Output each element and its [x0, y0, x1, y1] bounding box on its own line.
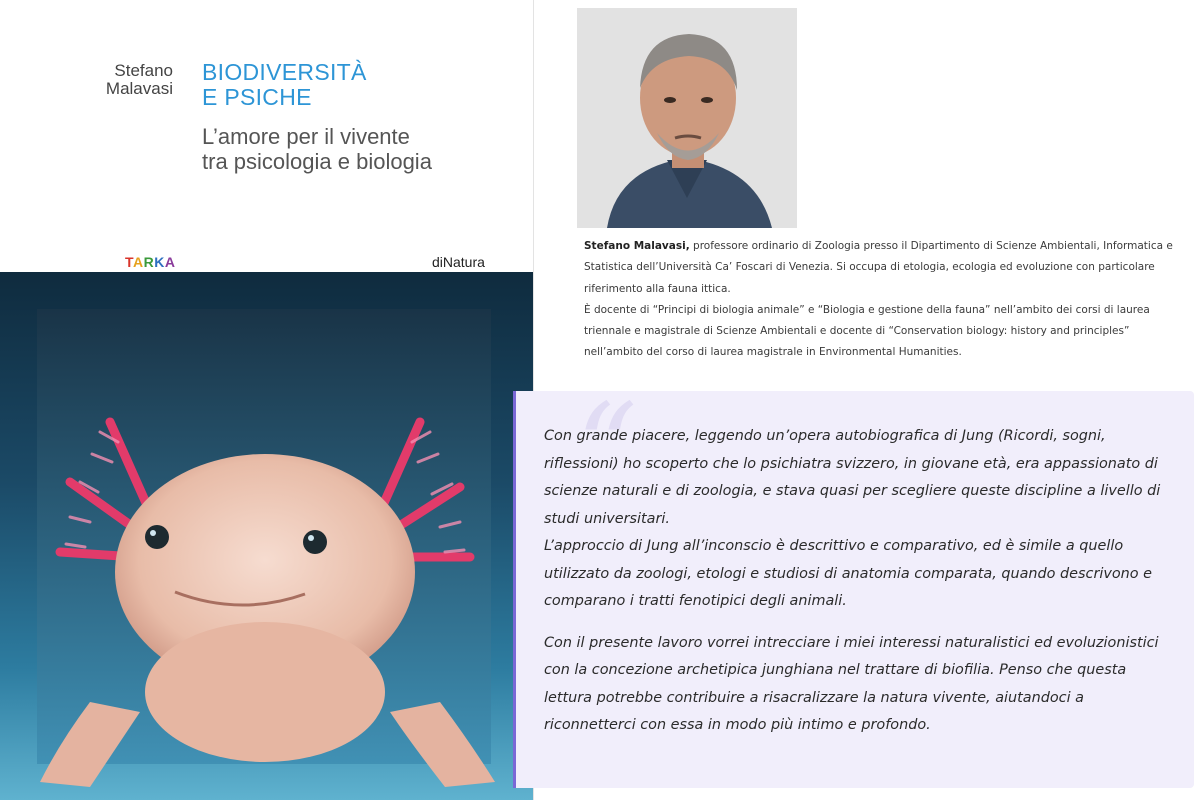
cover-header	[0, 0, 533, 272]
quote-paragraph-3: Con il presente lavoro vorrei intrecciare i miei interessi naturalistici ed evoluzionistici con la concezione archetipica junghiana nel trattare di biofilia. Penso che questa lettura potrebbe contribuire a risacralizzare la natura vivente, aiutandoci a riconnetterci con essa in modo più intimo e profondo.	[544, 634, 1159, 733]
series-logo: diNatura	[432, 254, 485, 270]
book-title-line2: E PSICHE	[202, 84, 312, 110]
author-portrait	[577, 8, 797, 228]
book-subtitle	[202, 124, 432, 174]
book-cover	[0, 0, 534, 800]
author-quote	[513, 379, 1194, 788]
cover-author	[106, 62, 173, 98]
publisher-letter: K	[154, 254, 165, 270]
cover-author-first: Stefano	[114, 61, 173, 80]
bio-paragraph-2: È docente di “Principi di biologia animale” e “Biologia e gestione della fauna” nell’ambito dei corsi di laurea triennale e magistrale di Scienze Ambientali e docente di “Conservation biology: history and principles” nell’ambito del corso di laurea magistrale in Environmental Humanities.	[584, 303, 1150, 359]
bio-author-name: Stefano Malavasi,	[584, 240, 690, 252]
book-title	[202, 60, 367, 110]
quote-mark-icon: “	[576, 379, 638, 518]
author-bio	[584, 236, 1184, 364]
bio-text-1: professore ordinario di Zoologia presso il Dipartimento di Scienze Ambientali, Informatica e Statistica dell’Università Ca’ Foscari di Venezia. Si occupa di etologia, ecologia ed evoluzione con particolare riferimento alla fauna ittica.	[584, 240, 1173, 295]
cover-author-last: Malavasi	[105, 79, 173, 98]
axolotl-image	[0, 272, 533, 800]
book-title-line1: BIODIVERSITÀ	[202, 59, 367, 85]
publisher-letter: A	[164, 254, 176, 270]
quote-paragraph-1: Con grande piacere, leggendo un’opera autobiografica di Jung (Ricordi, sogni, riflessioni) ho scoperto che lo psichiatra svizzero, in giovane età, era appassionato di scienze naturali e di zoologia, e stava quasi per scegliere queste discipline a livello di studi universitari.	[544, 428, 1161, 527]
axolotl-illustration	[0, 272, 533, 800]
quote-paragraph-2: L’approccio di Jung all’inconscio è descrittivo e comparativo, ed è simile a quello utilizzato da zoologi, etologi e studiosi di anatomia comparata, quando descrivono e comparano i tratti fenotipici degli animali.	[544, 538, 1153, 609]
quote-text	[544, 423, 1169, 740]
publisher-letter: R	[143, 254, 155, 270]
bio-paragraph-1	[584, 236, 1184, 300]
author-photo	[577, 8, 797, 228]
book-subtitle-line2: tra psicologia e biologia	[202, 149, 432, 174]
book-subtitle-line1: L’amore per il vivente	[202, 124, 410, 149]
publisher-letter: A	[133, 254, 144, 270]
publisher-logo	[125, 254, 176, 270]
publisher-letter: T	[125, 254, 134, 270]
